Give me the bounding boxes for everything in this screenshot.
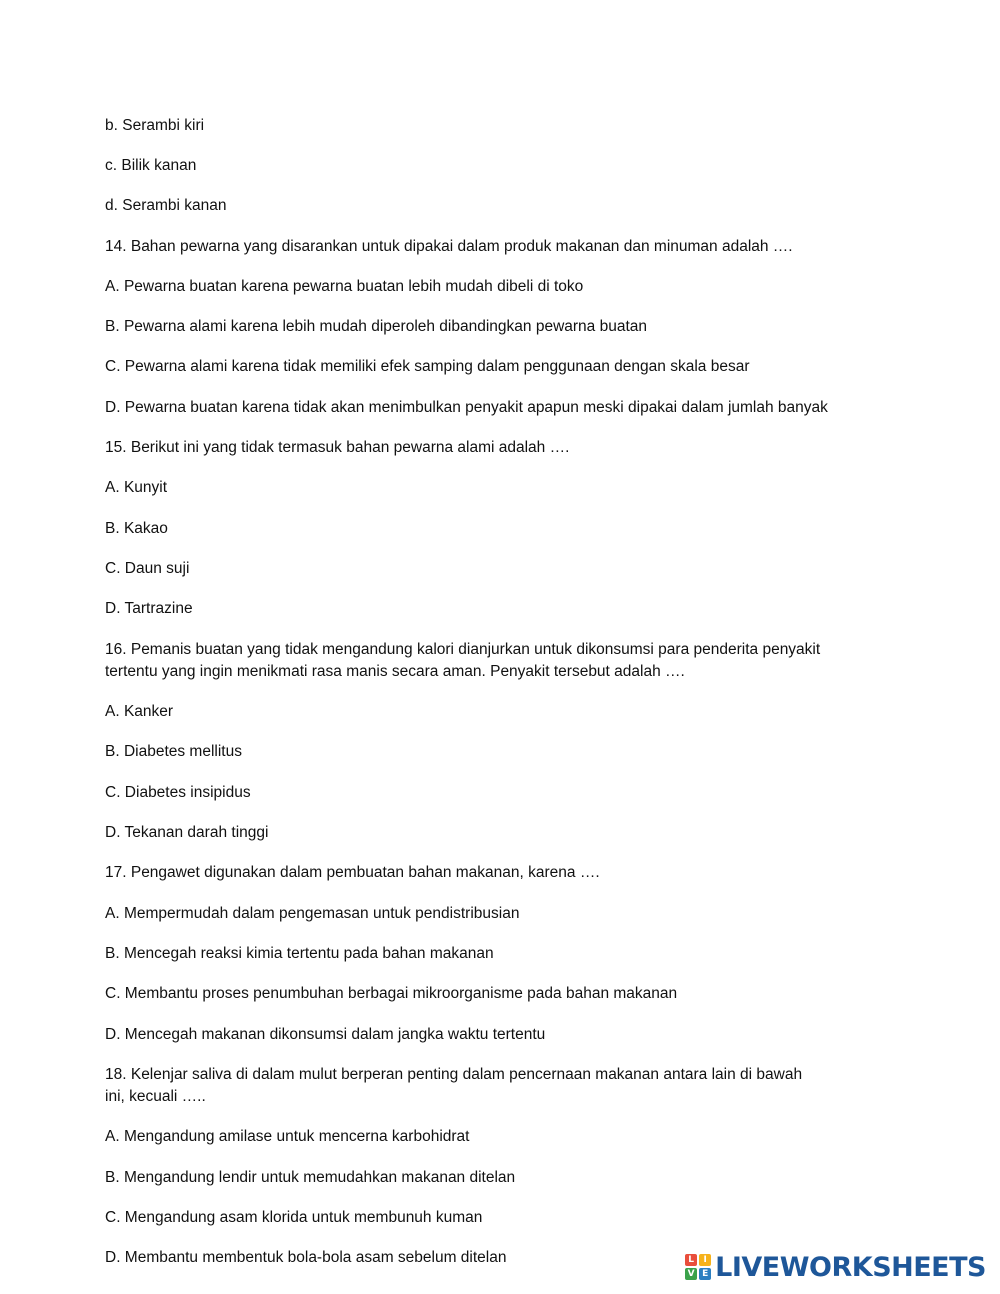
question-14-option-b: B. Pewarna alami karena lebih mudah diperoleh dibandingkan pewarna buatan: [105, 318, 648, 335]
question-15-option-d: D. Tartrazine: [105, 600, 193, 617]
logo-mark-tile: E: [699, 1268, 711, 1280]
question-17-option-b: B. Mencegah reaksi kimia tertentu pada bahan makanan: [105, 945, 494, 962]
question-17-option-d: D. Mencegah makanan dikonsumsi dalam jangka waktu tertentu: [105, 1026, 546, 1043]
question-15-option-b: B. Kakao: [105, 520, 168, 537]
question-18-line-2: ini, kecuali …..: [105, 1088, 206, 1105]
liveworksheets-logo[interactable]: [685, 1252, 986, 1282]
question-14: 14. Bahan pewarna yang disarankan untuk dipakai dalam produk makanan dan minuman adalah ….: [105, 238, 793, 255]
logo-mark-tile: I: [699, 1254, 711, 1266]
question-16-option-a: A. Kanker: [105, 703, 174, 720]
option-c: c. Bilik kanan: [105, 157, 197, 174]
question-17: 17. Pengawet digunakan dalam pembuatan bahan makanan, karena ….: [105, 864, 600, 881]
question-16-option-d: D. Tekanan darah tinggi: [105, 824, 269, 841]
logo-text: LIVEWORKSHEETS: [715, 1251, 986, 1283]
question-15: 15. Berikut ini yang tidak termasuk bahan pewarna alami adalah ….: [105, 439, 570, 456]
logo-mark-icon: [685, 1254, 711, 1280]
question-17-option-c: C. Membantu proses penumbuhan berbagai mikroorganisme pada bahan makanan: [105, 985, 678, 1002]
question-14-option-a: A. Pewarna buatan karena pewarna buatan lebih mudah dibeli di toko: [105, 278, 584, 295]
question-18-option-c: C. Mengandung asam klorida untuk membunuh kuman: [105, 1209, 483, 1226]
question-18-option-a: A. Mengandung amilase untuk mencerna karbohidrat: [105, 1128, 470, 1145]
question-18-option-d: D. Membantu membentuk bola-bola asam sebelum ditelan: [105, 1249, 507, 1266]
option-d: d. Serambi kanan: [105, 197, 227, 214]
question-18-line-1: 18. Kelenjar saliva di dalam mulut berperan penting dalam pencernaan makanan antara lain di bawah: [105, 1066, 803, 1083]
question-16-line-2: tertentu yang ingin menikmati rasa manis secara aman. Penyakit tersebut adalah ….: [105, 663, 685, 680]
question-17-option-a: A. Mempermudah dalam pengemasan untuk pendistribusian: [105, 905, 520, 922]
question-18-option-b: B. Mengandung lendir untuk memudahkan makanan ditelan: [105, 1169, 516, 1186]
question-16-option-c: C. Diabetes insipidus: [105, 784, 251, 801]
logo-mark-tile: V: [685, 1268, 697, 1280]
question-15-option-a: A. Kunyit: [105, 479, 168, 496]
question-14-option-c: C. Pewarna alami karena tidak memiliki efek samping dalam penggunaan dengan skala besar: [105, 358, 750, 375]
question-16-line-1: 16. Pemanis buatan yang tidak mengandung kalori dianjurkan untuk dikonsumsi para penderita penyakit: [105, 641, 821, 658]
question-15-option-c: C. Daun suji: [105, 560, 190, 577]
logo-mark-tile: L: [685, 1254, 697, 1266]
option-b: b. Serambi kiri: [105, 117, 205, 134]
question-16-option-b: B. Diabetes mellitus: [105, 743, 242, 760]
question-14-option-d: D. Pewarna buatan karena tidak akan menimbulkan penyakit apapun meski dipakai dalam jumlah banyak: [105, 399, 828, 416]
